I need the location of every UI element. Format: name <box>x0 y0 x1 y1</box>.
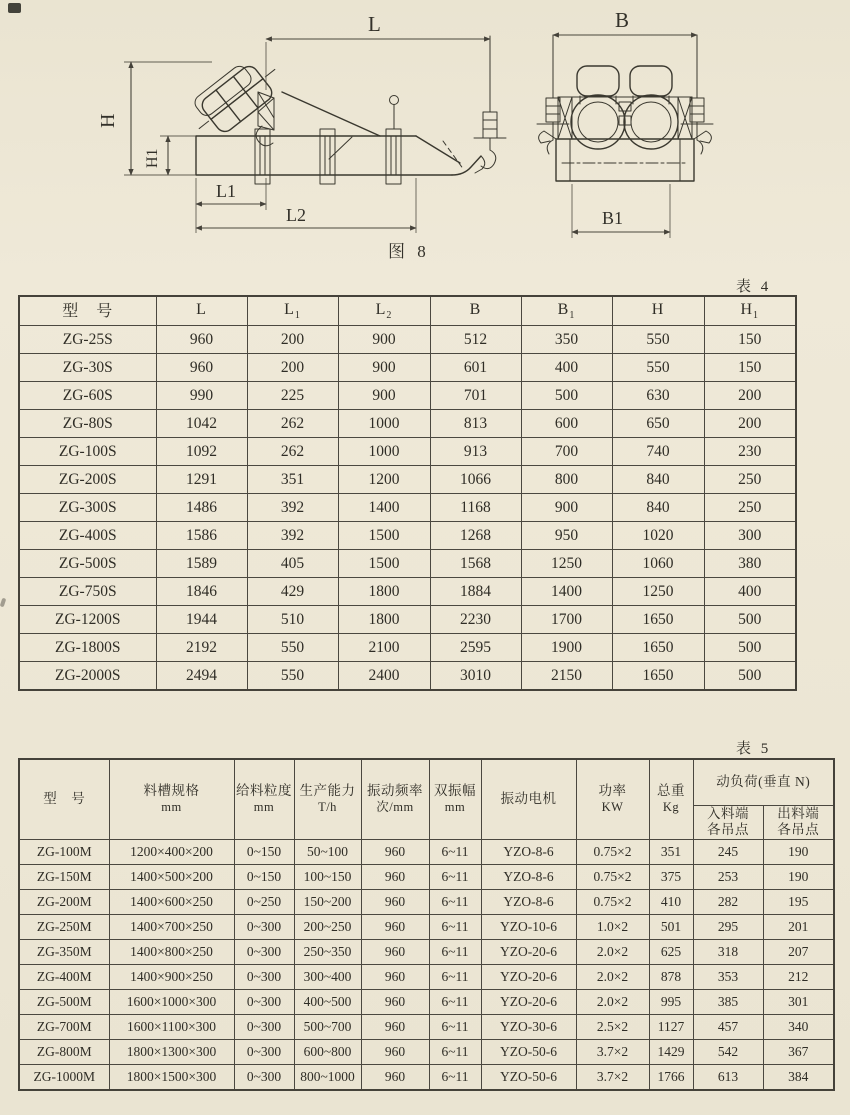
table-row <box>19 438 796 466</box>
model-cell: ZG-500M <box>19 990 109 1015</box>
value-cell: 190 <box>763 840 834 865</box>
value-cell: 1000 <box>338 438 430 466</box>
value-cell: 510 <box>247 606 338 634</box>
model-cell: ZG-800M <box>19 1040 109 1065</box>
value-cell: 960 <box>156 326 247 354</box>
value-cell: 900 <box>338 354 430 382</box>
value-cell: 1200×400×200 <box>109 840 234 865</box>
value-cell: 1020 <box>612 522 704 550</box>
value-cell: 400 <box>704 578 796 606</box>
column-header: $L_2$ <box>338 296 430 326</box>
value-cell: 0~250 <box>234 890 294 915</box>
spec-table-5 <box>18 758 835 1091</box>
value-cell: 0~300 <box>234 915 294 940</box>
table-row <box>19 662 796 691</box>
table-4-label: 表 4 <box>736 279 772 295</box>
column-header: 型 号 <box>19 296 156 326</box>
value-cell: 1568 <box>430 550 521 578</box>
value-cell: 960 <box>361 1065 429 1091</box>
value-cell: 0~300 <box>234 990 294 1015</box>
value-cell: 900 <box>338 382 430 410</box>
dim-label-b: B <box>615 8 630 32</box>
value-cell: 950 <box>521 522 612 550</box>
value-cell: 550 <box>247 634 338 662</box>
value-cell: 500 <box>704 662 796 691</box>
model-cell: ZG-500S <box>19 550 156 578</box>
value-cell: 400~500 <box>294 990 361 1015</box>
table-row <box>19 1040 834 1065</box>
value-cell: 1.0×2 <box>576 915 649 940</box>
value-cell: 1500 <box>338 550 430 578</box>
value-cell: 1268 <box>430 522 521 550</box>
value-cell: 212 <box>763 965 834 990</box>
column-header: 出料端 各吊点 <box>763 805 834 840</box>
value-cell: 318 <box>693 940 763 965</box>
value-cell: 960 <box>361 865 429 890</box>
value-cell: 900 <box>521 494 612 522</box>
value-cell: 300 <box>704 522 796 550</box>
value-cell: 500 <box>521 382 612 410</box>
value-cell: YZO-30-6 <box>481 1015 576 1040</box>
table-row <box>19 466 796 494</box>
value-cell: YZO-8-6 <box>481 865 576 890</box>
value-cell: 207 <box>763 940 834 965</box>
value-cell: 0~300 <box>234 940 294 965</box>
value-cell: 1586 <box>156 522 247 550</box>
value-cell: 225 <box>247 382 338 410</box>
model-cell: ZG-100M <box>19 840 109 865</box>
table-row <box>19 1015 834 1040</box>
value-cell: 405 <box>247 550 338 578</box>
column-header: $B_1$ <box>521 296 612 326</box>
value-cell: 380 <box>704 550 796 578</box>
value-cell: 1650 <box>612 634 704 662</box>
value-cell: 6~11 <box>429 1065 481 1091</box>
column-header: 料槽规格 mm <box>109 759 234 840</box>
value-cell: 2.0×2 <box>576 940 649 965</box>
value-cell: 1060 <box>612 550 704 578</box>
value-cell: 1066 <box>430 466 521 494</box>
value-cell: 960 <box>361 890 429 915</box>
value-cell: 6~11 <box>429 940 481 965</box>
value-cell: YZO-10-6 <box>481 915 576 940</box>
value-cell: 1400×800×250 <box>109 940 234 965</box>
value-cell: 650 <box>612 410 704 438</box>
table-row <box>19 326 796 354</box>
value-cell: 6~11 <box>429 890 481 915</box>
column-header: $L_1$ <box>247 296 338 326</box>
value-cell: 0.75×2 <box>576 890 649 915</box>
value-cell: 960 <box>361 965 429 990</box>
value-cell: 0~300 <box>234 1065 294 1091</box>
value-cell: 0~150 <box>234 840 294 865</box>
table-row <box>19 634 796 662</box>
value-cell: 200 <box>704 410 796 438</box>
value-cell: 500~700 <box>294 1015 361 1040</box>
value-cell: 913 <box>430 438 521 466</box>
value-cell: YZO-20-6 <box>481 990 576 1015</box>
value-cell: 150 <box>704 326 796 354</box>
value-cell: 501 <box>649 915 693 940</box>
value-cell: 630 <box>612 382 704 410</box>
column-header: 生产能力 T/h <box>294 759 361 840</box>
value-cell: 1650 <box>612 606 704 634</box>
value-cell: 6~11 <box>429 1015 481 1040</box>
value-cell: 840 <box>612 466 704 494</box>
column-header: B <box>430 296 521 326</box>
value-cell: 253 <box>693 865 763 890</box>
model-cell: ZG-1800S <box>19 634 156 662</box>
value-cell: 813 <box>430 410 521 438</box>
value-cell: 230 <box>704 438 796 466</box>
value-cell: 201 <box>763 915 834 940</box>
value-cell: 1884 <box>430 578 521 606</box>
model-cell: ZG-400S <box>19 522 156 550</box>
value-cell: 625 <box>649 940 693 965</box>
value-cell: 0~300 <box>234 1015 294 1040</box>
table-row <box>19 840 834 865</box>
column-header: 给料粒度 mm <box>234 759 294 840</box>
column-header-group: 动负荷(垂直 N) <box>693 759 834 805</box>
value-cell: 351 <box>649 840 693 865</box>
model-cell: ZG-100S <box>19 438 156 466</box>
value-cell: 1127 <box>649 1015 693 1040</box>
value-cell: 1000 <box>338 410 430 438</box>
table-row <box>19 1065 834 1091</box>
value-cell: 3.7×2 <box>576 1065 649 1091</box>
value-cell: 2494 <box>156 662 247 691</box>
value-cell: 6~11 <box>429 1040 481 1065</box>
value-cell: 190 <box>763 865 834 890</box>
column-header: 双振幅 mm <box>429 759 481 840</box>
value-cell: 1250 <box>521 550 612 578</box>
value-cell: 878 <box>649 965 693 990</box>
value-cell: 550 <box>247 662 338 691</box>
table-row <box>19 410 796 438</box>
value-cell: 1500 <box>338 522 430 550</box>
value-cell: 740 <box>612 438 704 466</box>
value-cell: 613 <box>693 1065 763 1091</box>
value-cell: 262 <box>247 410 338 438</box>
table-row <box>19 915 834 940</box>
value-cell: 700 <box>521 438 612 466</box>
value-cell: 350 <box>521 326 612 354</box>
table-header-row <box>19 759 834 805</box>
value-cell: 1800×1300×300 <box>109 1040 234 1065</box>
value-cell: 0~150 <box>234 865 294 890</box>
value-cell: 960 <box>361 915 429 940</box>
value-cell: 3.7×2 <box>576 1040 649 1065</box>
spec-table-4 <box>18 295 797 691</box>
value-cell: 410 <box>649 890 693 915</box>
value-cell: 385 <box>693 990 763 1015</box>
value-cell: 1400 <box>521 578 612 606</box>
table-row <box>19 865 834 890</box>
value-cell: 6~11 <box>429 840 481 865</box>
value-cell: 300~400 <box>294 965 361 990</box>
value-cell: 2.0×2 <box>576 965 649 990</box>
value-cell: 0~300 <box>234 1040 294 1065</box>
table-row <box>19 890 834 915</box>
table-row <box>19 965 834 990</box>
value-cell: 2192 <box>156 634 247 662</box>
value-cell: 1400×500×200 <box>109 865 234 890</box>
value-cell: 840 <box>612 494 704 522</box>
value-cell: 340 <box>763 1015 834 1040</box>
value-cell: 0.75×2 <box>576 840 649 865</box>
table-row <box>19 940 834 965</box>
value-cell: 600 <box>521 410 612 438</box>
value-cell: 1200 <box>338 466 430 494</box>
table-row <box>19 494 796 522</box>
dim-label-b1: B1 <box>602 208 624 228</box>
value-cell: 3010 <box>430 662 521 691</box>
value-cell: 960 <box>361 990 429 1015</box>
value-cell: 1766 <box>649 1065 693 1091</box>
value-cell: 1400×600×250 <box>109 890 234 915</box>
value-cell: 0.75×2 <box>576 865 649 890</box>
value-cell: 1650 <box>612 662 704 691</box>
value-cell: YZO-50-6 <box>481 1065 576 1091</box>
value-cell: 375 <box>649 865 693 890</box>
value-cell: 200 <box>704 382 796 410</box>
value-cell: 1042 <box>156 410 247 438</box>
model-cell: ZG-250M <box>19 915 109 940</box>
value-cell: 392 <box>247 522 338 550</box>
value-cell: 500 <box>704 634 796 662</box>
value-cell: 301 <box>763 990 834 1015</box>
model-cell: ZG-350M <box>19 940 109 965</box>
value-cell: 1944 <box>156 606 247 634</box>
value-cell: 250 <box>704 494 796 522</box>
value-cell: 6~11 <box>429 965 481 990</box>
model-cell: ZG-400M <box>19 965 109 990</box>
model-cell: ZG-80S <box>19 410 156 438</box>
value-cell: 1168 <box>430 494 521 522</box>
model-cell: ZG-30S <box>19 354 156 382</box>
table-header-row <box>19 296 796 326</box>
value-cell: 2.0×2 <box>576 990 649 1015</box>
value-cell: 1800 <box>338 578 430 606</box>
value-cell: 960 <box>361 940 429 965</box>
value-cell: YZO-8-6 <box>481 890 576 915</box>
model-cell: ZG-2000S <box>19 662 156 691</box>
value-cell: 245 <box>693 840 763 865</box>
value-cell: 100~150 <box>294 865 361 890</box>
model-cell: ZG-25S <box>19 326 156 354</box>
table-row <box>19 606 796 634</box>
table-row <box>19 522 796 550</box>
value-cell: 900 <box>338 326 430 354</box>
value-cell: 995 <box>649 990 693 1015</box>
value-cell: 429 <box>247 578 338 606</box>
value-cell: 353 <box>693 965 763 990</box>
value-cell: 2230 <box>430 606 521 634</box>
model-cell: ZG-1200S <box>19 606 156 634</box>
column-header: $H_1$ <box>704 296 796 326</box>
value-cell: 800 <box>521 466 612 494</box>
value-cell: 550 <box>612 326 704 354</box>
model-cell: ZG-60S <box>19 382 156 410</box>
value-cell: 1600×1100×300 <box>109 1015 234 1040</box>
value-cell: 1400 <box>338 494 430 522</box>
value-cell: 457 <box>693 1015 763 1040</box>
value-cell: 150 <box>704 354 796 382</box>
value-cell: 1486 <box>156 494 247 522</box>
dim-label-h1: H1 <box>144 148 161 168</box>
value-cell: 701 <box>430 382 521 410</box>
scan-mark <box>0 598 6 608</box>
value-cell: 1400×900×250 <box>109 965 234 990</box>
value-cell: 200 <box>247 326 338 354</box>
dim-label-l1: L1 <box>216 181 236 201</box>
column-header: 振动电机 <box>481 759 576 840</box>
value-cell: 6~11 <box>429 990 481 1015</box>
model-cell: ZG-1000M <box>19 1065 109 1091</box>
value-cell: 250 <box>704 466 796 494</box>
value-cell: 351 <box>247 466 338 494</box>
value-cell: 250~350 <box>294 940 361 965</box>
value-cell: 2150 <box>521 662 612 691</box>
value-cell: YZO-20-6 <box>481 940 576 965</box>
value-cell: 960 <box>156 354 247 382</box>
model-cell: ZG-300S <box>19 494 156 522</box>
value-cell: 550 <box>612 354 704 382</box>
value-cell: 400 <box>521 354 612 382</box>
dim-label-l2: L2 <box>286 205 306 225</box>
value-cell: 1589 <box>156 550 247 578</box>
value-cell: 1846 <box>156 578 247 606</box>
side-view-drawing <box>97 12 506 233</box>
value-cell: 1900 <box>521 634 612 662</box>
value-cell: 542 <box>693 1040 763 1065</box>
value-cell: 200~250 <box>294 915 361 940</box>
table-5-label: 表 5 <box>736 741 772 757</box>
column-header: H <box>612 296 704 326</box>
value-cell: 960 <box>361 840 429 865</box>
value-cell: 150~200 <box>294 890 361 915</box>
column-header: 振动频率 次/mm <box>361 759 429 840</box>
column-header: 入料端 各吊点 <box>693 805 763 840</box>
value-cell: 2595 <box>430 634 521 662</box>
dim-label-h: H <box>97 113 119 128</box>
value-cell: 367 <box>763 1040 834 1065</box>
value-cell: 1800 <box>338 606 430 634</box>
value-cell: 960 <box>361 1015 429 1040</box>
model-cell: ZG-200S <box>19 466 156 494</box>
table-row <box>19 550 796 578</box>
value-cell: YZO-8-6 <box>481 840 576 865</box>
figure-caption: 图 8 <box>388 242 430 261</box>
value-cell: 6~11 <box>429 915 481 940</box>
model-cell: ZG-700M <box>19 1015 109 1040</box>
value-cell: 2400 <box>338 662 430 691</box>
column-header: 总重 Kg <box>649 759 693 840</box>
table-row <box>19 382 796 410</box>
value-cell: 50~100 <box>294 840 361 865</box>
value-cell: 6~11 <box>429 865 481 890</box>
value-cell: 392 <box>247 494 338 522</box>
value-cell: 1800×1500×300 <box>109 1065 234 1091</box>
value-cell: 500 <box>704 606 796 634</box>
value-cell: 990 <box>156 382 247 410</box>
value-cell: 800~1000 <box>294 1065 361 1091</box>
value-cell: 1429 <box>649 1040 693 1065</box>
value-cell: 295 <box>693 915 763 940</box>
table-row <box>19 990 834 1015</box>
table-row <box>19 578 796 606</box>
value-cell: 512 <box>430 326 521 354</box>
value-cell: 200 <box>247 354 338 382</box>
column-header: 功率 KW <box>576 759 649 840</box>
value-cell: 384 <box>763 1065 834 1091</box>
value-cell: 282 <box>693 890 763 915</box>
value-cell: 601 <box>430 354 521 382</box>
value-cell: 960 <box>361 1040 429 1065</box>
end-view-drawing <box>537 8 713 238</box>
value-cell: 2.5×2 <box>576 1015 649 1040</box>
value-cell: 2100 <box>338 634 430 662</box>
value-cell: 600~800 <box>294 1040 361 1065</box>
table-row <box>19 354 796 382</box>
dim-label-l: L <box>368 12 381 36</box>
value-cell: YZO-50-6 <box>481 1040 576 1065</box>
value-cell: 262 <box>247 438 338 466</box>
value-cell: 1600×1000×300 <box>109 990 234 1015</box>
value-cell: YZO-20-6 <box>481 965 576 990</box>
column-header: 型 号 <box>19 759 109 840</box>
value-cell: 0~300 <box>234 965 294 990</box>
value-cell: 195 <box>763 890 834 915</box>
model-cell: ZG-200M <box>19 890 109 915</box>
column-header: L <box>156 296 247 326</box>
model-cell: ZG-750S <box>19 578 156 606</box>
value-cell: 1250 <box>612 578 704 606</box>
value-cell: 1400×700×250 <box>109 915 234 940</box>
value-cell: 1092 <box>156 438 247 466</box>
figure-8-diagram <box>0 0 850 268</box>
value-cell: 1700 <box>521 606 612 634</box>
model-cell: ZG-150M <box>19 865 109 890</box>
value-cell: 1291 <box>156 466 247 494</box>
